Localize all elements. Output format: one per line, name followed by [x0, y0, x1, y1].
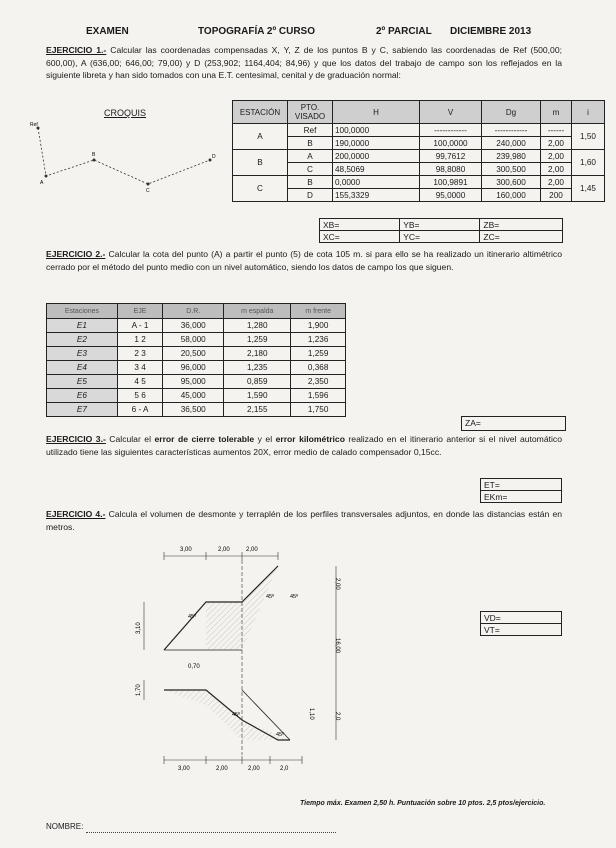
- angle-3: 45º: [290, 594, 299, 600]
- cell-v: 100,0000: [420, 137, 482, 150]
- cell-station: E6: [47, 389, 118, 403]
- cell-back: 2,155: [224, 403, 291, 417]
- cell-h: 0,0000: [333, 176, 420, 189]
- cell-h: 155,3329: [333, 189, 420, 202]
- point-a: [45, 175, 48, 178]
- cell-station: E4: [47, 361, 118, 375]
- col-station: ESTACIÓN: [233, 101, 288, 124]
- table-row: [233, 163, 605, 176]
- exercise-2-title: EJERCICIO 2.-: [46, 249, 106, 259]
- exercise-3-answer-box: [480, 478, 562, 503]
- cell-dr: 20,500: [163, 347, 224, 361]
- dim-right-3: 2,0: [334, 712, 340, 721]
- dim-right-2: 16,00: [334, 638, 340, 654]
- col-front-reading: m frente: [291, 304, 346, 319]
- sketch-label-c: C: [146, 188, 150, 194]
- col-dr: D.R.: [163, 304, 224, 319]
- angle-2: 45º: [266, 594, 275, 600]
- cell-station: E1: [47, 319, 118, 333]
- cell-axis: A - 1: [117, 319, 162, 333]
- dim-right-1: 2,00: [334, 578, 340, 590]
- name-field[interactable]: [86, 832, 336, 833]
- table-row: [47, 389, 346, 403]
- cell-v: 99,7612: [420, 150, 482, 163]
- answer-yc[interactable]: YC=: [400, 231, 480, 243]
- exercise-4-title: EJERCICIO 4.-: [46, 509, 106, 519]
- sketch-label-ref: Ref: [30, 122, 38, 128]
- cell-front: 1,259: [291, 347, 346, 361]
- answer-et[interactable]: ET=: [481, 479, 562, 491]
- cell-back: 1,235: [224, 361, 291, 375]
- cell-axis: 2 3: [117, 347, 162, 361]
- cell-front: 1,596: [291, 389, 346, 403]
- cell-dr: 45,000: [163, 389, 224, 403]
- cell-front: 1,900: [291, 319, 346, 333]
- traverse-line: [38, 128, 210, 184]
- table-row: [47, 375, 346, 389]
- table-row: [233, 137, 605, 150]
- dim-small: 1,10: [308, 708, 314, 720]
- cell-m: 2,00: [541, 150, 572, 163]
- dim-top-2: 2,00: [218, 547, 230, 553]
- cell-i: 1,45: [572, 176, 605, 202]
- cell-point: A: [288, 150, 333, 163]
- cell-axis: 1 2: [117, 333, 162, 347]
- dim-bottom-1: 3,00: [178, 766, 190, 772]
- table-row: [233, 124, 605, 137]
- dim-bottom-2: 2,00: [216, 766, 228, 772]
- cell-station: E3: [47, 347, 118, 361]
- table-row: [233, 189, 605, 202]
- angle-5: 45º: [276, 732, 285, 738]
- point-c: [147, 183, 150, 186]
- exercise-3-title: EJERCICIO 3.-: [46, 434, 106, 444]
- exercise-1-answer-box: [319, 218, 563, 243]
- exercise-4-statement: [46, 508, 562, 533]
- cross-section-drawing: [130, 540, 360, 780]
- cell-axis: 5 6: [117, 389, 162, 403]
- cell-dr: 58,000: [163, 333, 224, 347]
- cell-front: 1,236: [291, 333, 346, 347]
- exercise-1-title: EJERCICIO 1.-: [46, 45, 107, 55]
- sketch-label-d: D: [212, 154, 216, 160]
- cell-m: 2,00: [541, 137, 572, 150]
- cell-h: 48,5069: [333, 163, 420, 176]
- cell-station: E5: [47, 375, 118, 389]
- cell-back: 2,180: [224, 347, 291, 361]
- cell-back: 1,280: [224, 319, 291, 333]
- cell-axis: 3 4: [117, 361, 162, 375]
- cell-axis: 6 - A: [117, 403, 162, 417]
- exercise-3-text-c: realizado en el itinerario anterior si el nivel automático utilizado tiene las siguientes características aumentos 20X, error medio de calado compensador 0,15cc.: [46, 434, 562, 457]
- course-label: TOPOGRAFÍA 2º CURSO: [198, 26, 315, 37]
- col-point: PTO. VISADO: [288, 101, 333, 124]
- cell-m: 2,00: [541, 176, 572, 189]
- cell-dr: 36,000: [163, 319, 224, 333]
- cell-point: C: [288, 163, 333, 176]
- field-book-header-row: [233, 101, 605, 124]
- croquis-sketch: [26, 118, 226, 198]
- answer-za[interactable]: ZA=: [461, 416, 566, 431]
- exercise-2-statement: [46, 248, 562, 273]
- exercise-3-statement: [46, 433, 562, 458]
- col-dg: Dg: [482, 101, 541, 124]
- exam-time-note: Tiempo máx. Examen 2,50 h. Puntuación sobre 10 ptos. 2,5 ptos/ejercicio.: [300, 800, 546, 807]
- field-book-table: [232, 100, 605, 202]
- table-row: [47, 403, 346, 417]
- cell-dg: ------------: [482, 124, 541, 137]
- answer-zb[interactable]: ZB=: [480, 219, 563, 231]
- fill-area: [164, 690, 290, 740]
- cell-v: 98,8080: [420, 163, 482, 176]
- cell-i: 1,50: [572, 124, 605, 150]
- dim-bottom-4: 2,0: [280, 766, 289, 772]
- levelling-table: [46, 303, 346, 417]
- answer-ekm[interactable]: EKm=: [481, 491, 562, 503]
- cell-point: Ref: [288, 124, 333, 137]
- dim-bottom-3: 2,00: [248, 766, 260, 772]
- cell-h: 200,0000: [333, 150, 420, 163]
- table-row: [47, 333, 346, 347]
- cell-dr: 36,500: [163, 403, 224, 417]
- exercise-1-statement: [46, 44, 562, 82]
- cell-h: 100,0000: [333, 124, 420, 137]
- cell-back: 1,590: [224, 389, 291, 403]
- exercise-4-answer-box: [480, 611, 562, 636]
- col-back-reading: m espalda: [224, 304, 291, 319]
- col-m: m: [541, 101, 572, 124]
- col-v: V: [420, 101, 482, 124]
- table-row: [47, 319, 346, 333]
- exercise-4-text: Calcula el volumen de desmonte y terraplén de los perfiles transversales adjuntos, en donde las distancias están en metros.: [46, 509, 563, 532]
- answer-zc[interactable]: ZC=: [480, 231, 563, 243]
- table-row: [47, 347, 346, 361]
- cell-dg: 160,000: [482, 189, 541, 202]
- cell-m: ------: [541, 124, 572, 137]
- cell-dg: 300,600: [482, 176, 541, 189]
- exercise-3-bold-tolerable: error de cierre tolerable: [154, 434, 255, 444]
- dim-left-2: 1,70: [136, 684, 142, 696]
- answer-vt[interactable]: VT=: [481, 624, 562, 636]
- cell-front: 2,350: [291, 375, 346, 389]
- cell-dr: 96,000: [163, 361, 224, 375]
- col-stations: Estaciones: [47, 304, 118, 319]
- cell-m: 2,00: [541, 163, 572, 176]
- cell-dr: 95,000: [163, 375, 224, 389]
- cell-i: 1,60: [572, 150, 605, 176]
- cell-axis: 4 5: [117, 375, 162, 389]
- answer-xc[interactable]: XC=: [320, 231, 400, 243]
- cell-dg: 240,000: [482, 137, 541, 150]
- exercise-3-bold-km: error kilométrico: [275, 434, 345, 444]
- cell-station: E7: [47, 403, 118, 417]
- cell-dg: 300,500: [482, 163, 541, 176]
- cell-h: 190,0000: [333, 137, 420, 150]
- cell-front: 1,750: [291, 403, 346, 417]
- cell-back: 1,259: [224, 333, 291, 347]
- cell-point: B: [288, 176, 333, 189]
- table-row: [233, 150, 605, 163]
- cell-point: B: [288, 137, 333, 150]
- sketch-label-a: A: [40, 180, 44, 186]
- dim-top-1: 3,00: [180, 547, 192, 553]
- answer-vd[interactable]: VD=: [481, 612, 562, 624]
- date-label: DICIEMBRE 2013: [450, 26, 532, 37]
- answer-yb[interactable]: YB=: [400, 219, 480, 231]
- exercise-1-text: Calcular las coordenadas compensadas X, Y, Z de los puntos B y C, sabiendo las coordenadas de Ref (500,00; 600,00), A (636,00; 646,00; 79,00) y D (253,902; 1164,404; 84,96) y que los datos del trabajo de campo son los reflejados en la siguiente libreta y han sido tomados con una E.T. centesimal, cenital y de graduación normal:: [46, 45, 562, 81]
- cell-front: 0,368: [291, 361, 346, 375]
- dim-top-3: 2,00: [246, 547, 258, 553]
- cell-v: ------------: [420, 124, 482, 137]
- levelling-header-row: [47, 304, 346, 319]
- col-h: H: [333, 101, 420, 124]
- cell-m: 200: [541, 189, 572, 202]
- cell-v: 95,0000: [420, 189, 482, 202]
- partial-label: 2º PARCIAL: [376, 26, 432, 37]
- angle-4: 45º: [232, 712, 241, 718]
- exercise-2-text: Calcular la cota del punto (A) a partir el punto (5) de cota 105 m. si para ello se ha realizado un itinerario altimétrico cerrado por el método del punto medio con un nivel automático, siendo los datos de campo los que siguen.: [46, 249, 562, 272]
- name-label: NOMBRE:: [46, 822, 84, 831]
- dim-left-1: 3,10: [136, 622, 142, 634]
- cell-dg: 239,980: [482, 150, 541, 163]
- exercise-3-text-a: Calcular el: [109, 434, 155, 444]
- table-row: [47, 361, 346, 375]
- exam-label: EXAMEN: [86, 26, 129, 37]
- col-axis: EJE: [117, 304, 162, 319]
- angle-1: 45º: [188, 614, 197, 620]
- point-b: [93, 159, 96, 162]
- col-i: i: [572, 101, 605, 124]
- cell-v: 100,9891: [420, 176, 482, 189]
- answer-xb[interactable]: XB=: [320, 219, 400, 231]
- cell-station: A: [233, 124, 288, 150]
- dim-mid: 0,70: [188, 664, 200, 670]
- cell-station: B: [233, 150, 288, 176]
- table-row: [233, 176, 605, 189]
- cell-back: 0,859: [224, 375, 291, 389]
- exercise-3-text-b: y el: [254, 434, 276, 444]
- cell-point: D: [288, 189, 333, 202]
- croquis-label: CROQUIS: [104, 108, 147, 118]
- cell-station: E2: [47, 333, 118, 347]
- cell-station: C: [233, 176, 288, 202]
- sketch-label-b: B: [92, 152, 96, 158]
